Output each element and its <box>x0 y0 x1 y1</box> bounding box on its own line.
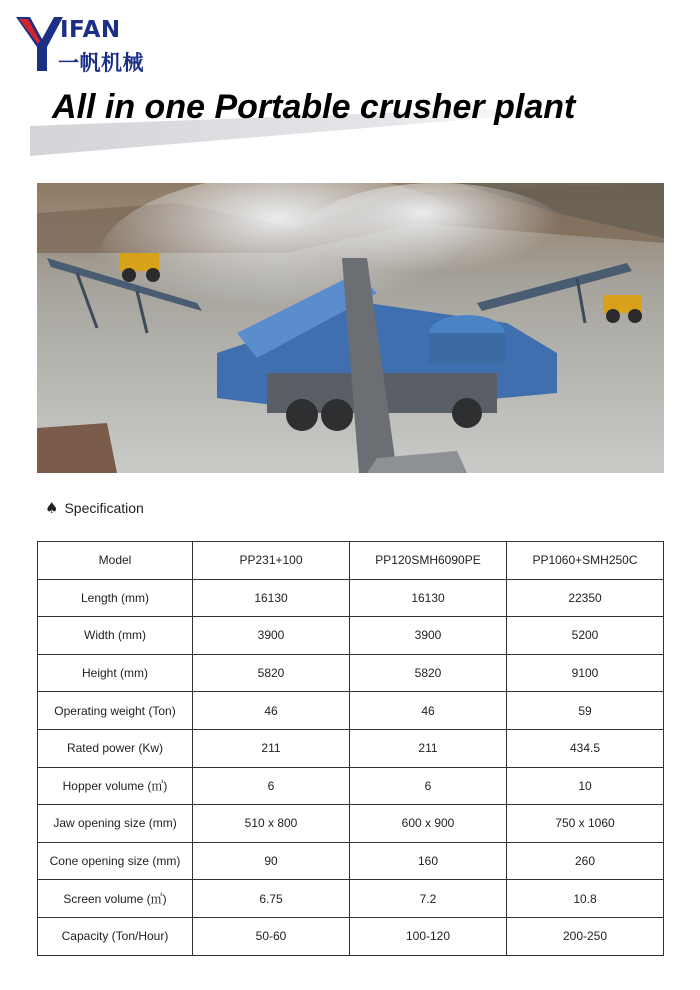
header-label: Model <box>38 542 193 580</box>
table-row <box>38 880 664 918</box>
row-label: Length (mm) <box>38 579 193 617</box>
row-label: Rated power (Kw) <box>38 729 193 767</box>
header-model: PP120SMH6090PE <box>350 542 507 580</box>
table-cell: 5820 <box>350 654 507 692</box>
table-cell: 46 <box>350 692 507 730</box>
table-row <box>38 805 664 843</box>
row-label: Height (mm) <box>38 654 193 692</box>
row-label: Operating weight (Ton) <box>38 692 193 730</box>
table-cell: 200-250 <box>507 917 664 955</box>
spade-icon: ♠ <box>45 499 59 517</box>
table-cell: 59 <box>507 692 664 730</box>
table-cell: 46 <box>193 692 350 730</box>
table-cell: 160 <box>350 842 507 880</box>
table-cell: 50-60 <box>193 917 350 955</box>
table-cell: 22350 <box>507 579 664 617</box>
table-cell: 510 x 800 <box>193 805 350 843</box>
specification-table <box>37 541 664 956</box>
table-cell: 9100 <box>507 654 664 692</box>
table-cell: 260 <box>507 842 664 880</box>
table-row <box>38 917 664 955</box>
company-logo <box>16 15 146 75</box>
table-row <box>38 654 664 692</box>
crusher-plant-photo <box>37 183 664 473</box>
row-label: Jaw opening size (mm) <box>38 805 193 843</box>
row-label: Capacity (Ton/Hour) <box>38 917 193 955</box>
table-row <box>38 579 664 617</box>
table-cell: 3900 <box>193 617 350 655</box>
table-cell: 6.75 <box>193 880 350 918</box>
logo-wordmark: IFAN <box>60 17 121 43</box>
table-cell: 6 <box>350 767 507 805</box>
table-cell: 16130 <box>350 579 507 617</box>
table-cell: 211 <box>350 729 507 767</box>
logo-y-mark-icon <box>16 15 64 73</box>
table-header-row <box>38 542 664 580</box>
row-label: Screen volume (㎥) <box>38 880 193 918</box>
table-cell: 434.5 <box>507 729 664 767</box>
table-cell: 5820 <box>193 654 350 692</box>
table-cell: 7.2 <box>350 880 507 918</box>
table-cell: 10.8 <box>507 880 664 918</box>
table-cell: 6 <box>193 767 350 805</box>
row-label: Cone opening size (mm) <box>38 842 193 880</box>
logo-chinese-name: 一帆机械 <box>58 51 144 75</box>
page-title: All in one Portable crusher plant <box>52 88 576 126</box>
table-row <box>38 729 664 767</box>
row-label: Hopper volume (㎥) <box>38 767 193 805</box>
table-row <box>38 767 664 805</box>
table-cell: 16130 <box>193 579 350 617</box>
specification-heading <box>45 499 144 517</box>
table-row <box>38 692 664 730</box>
header-model: PP231+100 <box>193 542 350 580</box>
table-cell: 211 <box>193 729 350 767</box>
table-cell: 100-120 <box>350 917 507 955</box>
row-label: Width (mm) <box>38 617 193 655</box>
table-row <box>38 842 664 880</box>
table-cell: 750 x 1060 <box>507 805 664 843</box>
crusher-plant-illustration <box>37 183 664 473</box>
table-cell: 600 x 900 <box>350 805 507 843</box>
table-cell: 10 <box>507 767 664 805</box>
header-model: PP1060+SMH250C <box>507 542 664 580</box>
table-cell: 3900 <box>350 617 507 655</box>
specification-label: Specification <box>64 500 144 516</box>
table-row <box>38 617 664 655</box>
table-cell: 5200 <box>507 617 664 655</box>
table-cell: 90 <box>193 842 350 880</box>
